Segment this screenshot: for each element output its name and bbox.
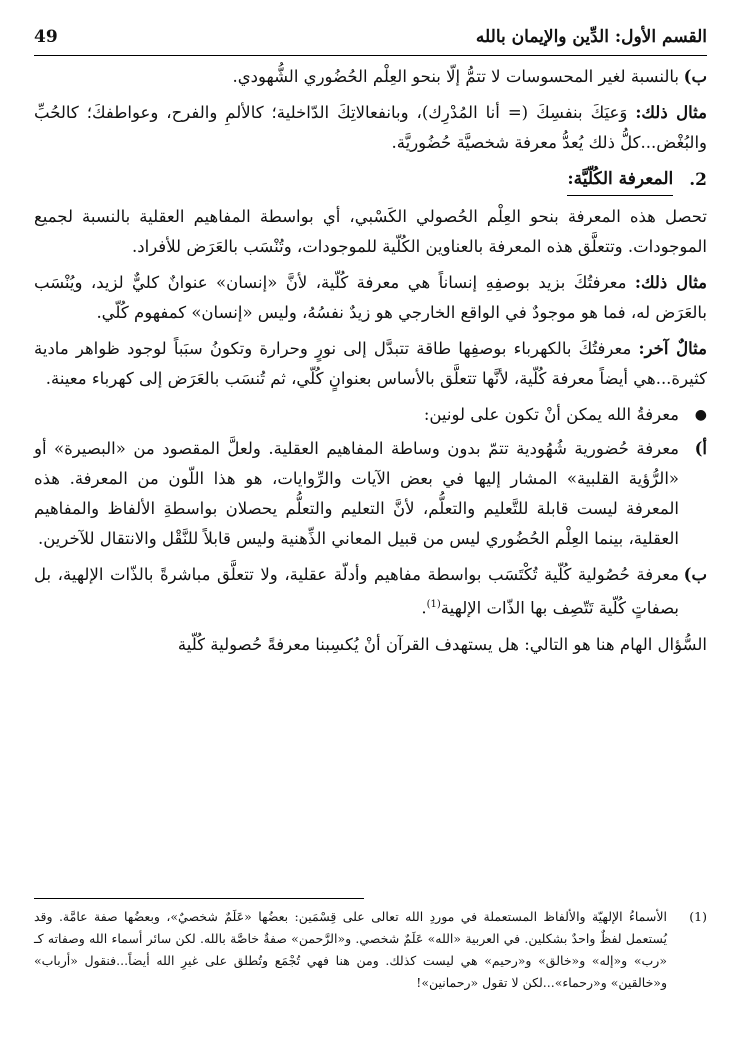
section-title: المعرفة الكُلّيَّة: xyxy=(567,164,673,196)
question-paragraph: السُّؤال الهام هنا هو التالي: هل يستهدف القرآن أنْ يُكسِبنا معرفةً حُصولية كُلّية xyxy=(177,634,707,654)
item-text-body: معرفة حُصُولية كُلّية تُكْتَسَب بواسطة مفاهيم وأدلّة عقلية، ولا تتعلَّق مباشرةً بالذّات الإلهية، بل بصفاتٍ كُلّية تَتّصِف بها الذّات الإلهية xyxy=(34,565,679,618)
header-rule xyxy=(34,55,707,56)
footnote-text: الأسماءُ الإلهيّة والألفاظ المستعملة في موردِ الله تعالى على قِسْمَين: بعضُها «عَلَمٌ شخصيٌ»، وبعضُها صفة عامَّة. وقد يُستعمل لفظٌ واحدٌ بشكلين. في العربية «الله» عَلَمٌ شخصي. و«الرَّحمن» صفةٌ خاصَّة بالله. لكن سائر أسماء الله وصفاته كـ «رب» و«إله» و«خالق» و«رحيم» هي ليست كذلك. ومن هنا فهي تُجْمَع وتُطلق على غيرِ الله أيضاً...فنقول «أرباب» و«خالقين» و«رحماء»...لكن لا تقول «رحمانين»! xyxy=(34,909,667,990)
footnote xyxy=(34,906,707,994)
section-heading xyxy=(34,164,707,196)
example-text: معرفتُكَ بالكهرباء بوصفِها طاقة تتبدَّل إلى نورٍ وحرارة وتكونُ سبَباً لوجود ظواهر مادية كثيرة...هي أيضاً معرفة كُلّية، لأنَّها تتعلَّق بالأساس بعنوانٍ كُلّي، ثم تُنسَب بالعَرَض إلى كهرباء معينة. xyxy=(34,339,707,388)
footnote-reference[interactable]: (1) xyxy=(426,599,441,610)
footnote-rule xyxy=(34,898,364,899)
example-paragraph-2 xyxy=(34,268,707,328)
running-title: القسم الأول: الدِّين والإيمان بالله xyxy=(475,27,707,47)
item-text: معرفة حُضورية شُهُودية تتمّ بدون وساطة المفاهيم العقلية. ولعلَّ المقصود من «البصيرة» أو «الرُّؤية القلبية» المشار إليها في بعض الآيات والرِّوايات، هو هذا اللّون من المعرفة. هذه المعرفة ليست قابلة للتَّعليم والتعلُّم، لأنَّ التعليم والتعلُّم يحصلان بواسطةِ الألفاظ والمفاهيم العقلية، بينما العِلْم الحُضُوري ليس من قبيل المعاني الذِّهنية وليس قابلاً للنَّقْل والانتقال للآخرين. xyxy=(34,439,679,548)
example-paragraph-3 xyxy=(34,334,707,394)
footnote-marker: (1) xyxy=(689,909,707,924)
item-text-end: . xyxy=(421,598,427,618)
main-text xyxy=(34,62,707,666)
running-header xyxy=(34,22,707,52)
example-paragraph-1 xyxy=(34,98,707,158)
list-item-b xyxy=(34,560,707,624)
list-item-a xyxy=(34,434,707,554)
item-text xyxy=(34,560,679,624)
page-number: 49 xyxy=(34,27,58,47)
example-text: معرفتُكَ بزيد بوصفِهِ إنساناً هي معرفة كُلّية، لأنَّ «إنسان» عنوانٌ كليٌّ لزيد، ويُنْسَب بالعَرَض له، فما هو موجودٌ في الواقع الخارجي هو زيدٌ نفسُهُ، وليس «إنسان» كمفهوم كُلّي. xyxy=(34,273,707,322)
item-marker: أ) xyxy=(694,439,707,458)
bullet-dot-icon: ● xyxy=(694,407,707,423)
section-number: 2. xyxy=(689,170,707,190)
item-text: بالنسبة لغير المحسوسات لا تتمُّ إلّا بنحو العِلْم الحُضُوري الشُّهودي. xyxy=(232,67,679,86)
item-marker: ب) xyxy=(683,67,707,86)
item-marker: ب) xyxy=(683,565,707,584)
bullet-item xyxy=(34,400,707,430)
body-paragraph: تحصل هذه المعرفة بنحو العِلْم الحُصولي الكَسْبي، أي بواسطة المفاهيم العقلية بالنسبة لجميع الموجودات. وتتعلَّق هذه المعرفة بالعناوين الكُلّية للموجودات، وتُنْسَب بالعَرَض للأفراد. xyxy=(34,207,707,256)
example-label: مثال ذلك: xyxy=(635,103,707,122)
list-item-b-continued xyxy=(34,62,707,92)
bullet-text: معرفةُ الله يمكن أنْ تكون على لونين: xyxy=(423,405,679,424)
example-text: وَعيَكَ بنفسِكَ (= أنا المُدْرِك)، وبانفعالاتِكَ الدّاخلية؛ كالألمِ والفرح، وعواطفكَ؛ كالحُبِّ والبُغْض...كلُّ ذلك يُعدُّ معرفة شخصيَّة حُضُوريَّة. xyxy=(34,103,707,152)
example-label: مثالٌ آخر: xyxy=(638,339,707,358)
example-label: مثال ذلك: xyxy=(634,273,708,292)
